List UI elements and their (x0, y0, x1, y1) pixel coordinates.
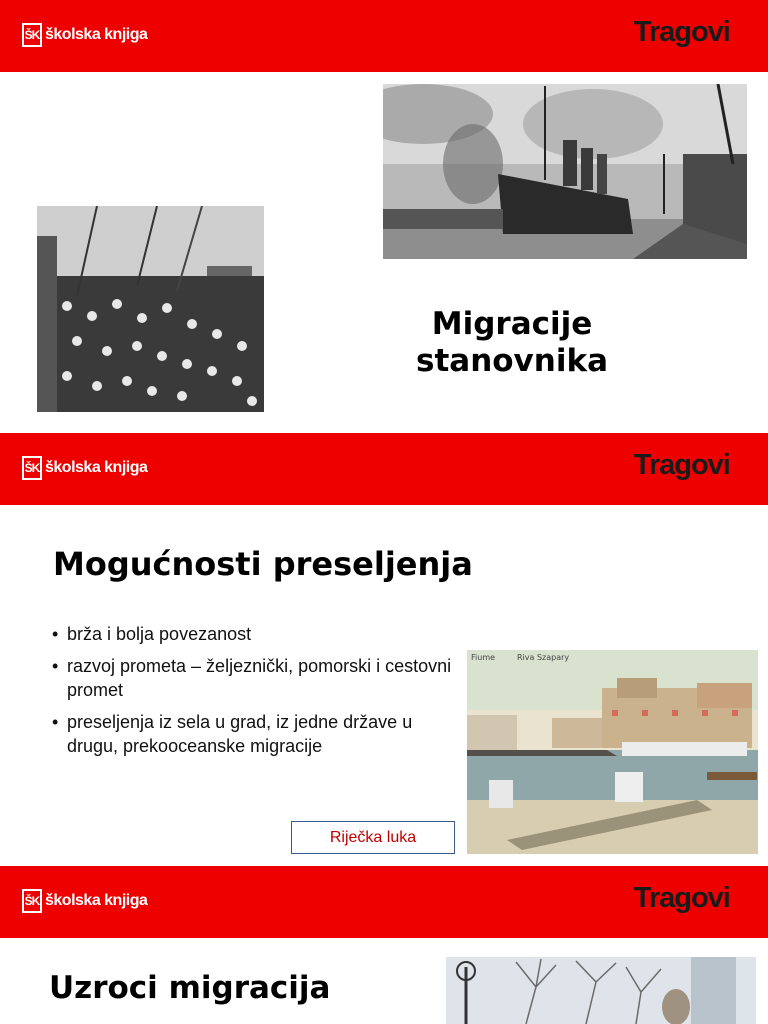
brand-number: 3 (736, 882, 752, 914)
publisher-logo (22, 456, 147, 480)
postcard-label-left: Fiume (471, 653, 496, 662)
logo-text: školska knjiga (45, 459, 148, 476)
slide-2-bullet-list (52, 622, 462, 766)
brand-number: 3 (736, 449, 752, 481)
photo-caption: Riječka luka (291, 821, 455, 854)
series-brand (634, 16, 752, 49)
slide-1 (0, 0, 768, 433)
slide-3 (0, 866, 768, 1024)
logo-mark-icon: ŠK (22, 889, 42, 913)
brand-name: Tragovi (633, 449, 730, 481)
title-line-1: Migracije (431, 306, 593, 342)
header-banner (0, 433, 768, 505)
logo-text: školska knjiga (45, 892, 148, 909)
header-banner (0, 866, 768, 938)
brand-name: Tragovi (633, 882, 730, 914)
logo-mark-icon: ŠK (22, 456, 42, 480)
logo-text: školska knjiga (45, 26, 148, 43)
postcard-label-right: Riva Szapary (517, 653, 570, 662)
rijeka-harbour-postcard (467, 650, 758, 854)
series-brand (634, 449, 752, 482)
logo-mark-icon: ŠK (22, 23, 42, 47)
publisher-logo (22, 889, 147, 913)
ocean-liner-photo (383, 84, 747, 259)
publisher-logo (22, 23, 147, 47)
slide-1-title (392, 306, 632, 380)
slide-2-title: Mogućnosti preseljenja (53, 545, 473, 583)
brand-number: 3 (736, 16, 752, 48)
bullet-item: • brža i bolja povezanost (52, 622, 462, 646)
brand-name: Tragovi (633, 16, 730, 48)
series-brand (634, 882, 752, 915)
bullet-item: • razvoj prometa – željeznički, pomorski i cestovni promet (52, 654, 462, 702)
emigrants-on-deck-photo (37, 206, 264, 412)
bullet-item: • preseljenja iz sela u grad, iz jedne države u drugu, prekooceanske migracije (52, 710, 462, 758)
migration-monument-photo (446, 957, 756, 1024)
title-line-2: stanovnika (416, 343, 608, 379)
header-banner (0, 0, 768, 72)
slide-3-title: Uzroci migracija (49, 970, 331, 1006)
